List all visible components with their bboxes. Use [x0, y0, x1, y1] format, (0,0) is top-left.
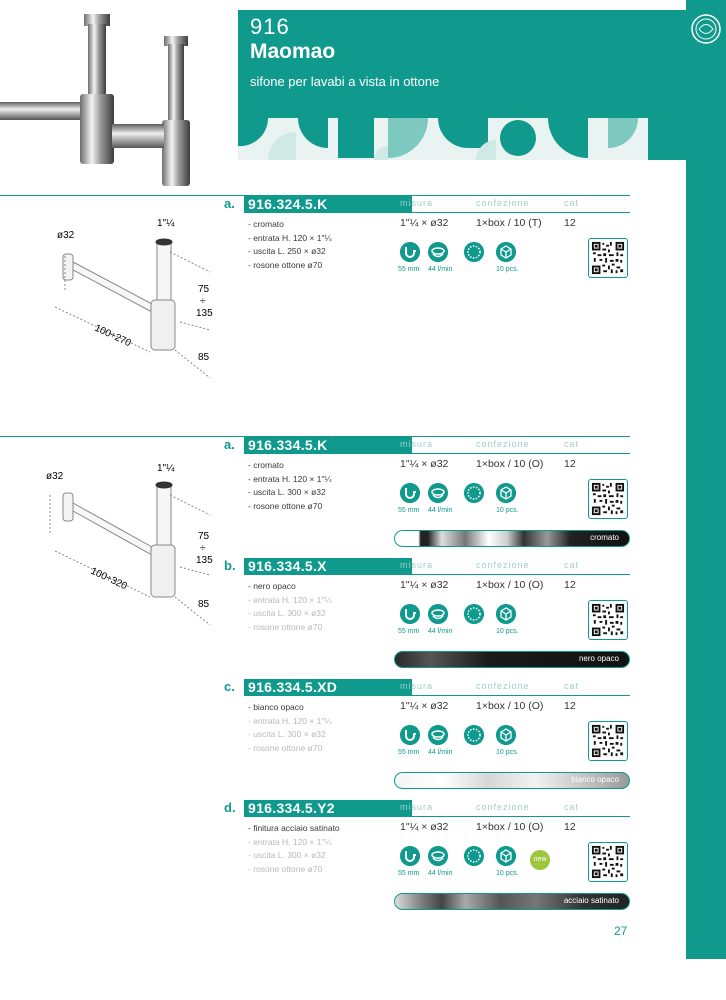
- header-rule: [412, 212, 630, 213]
- dim-range-sep: ÷: [200, 296, 206, 307]
- finish-swatch: [394, 893, 630, 910]
- spec-line: - cromato: [248, 460, 284, 470]
- spec-line: - entrata H. 120 × 1"¼: [248, 715, 332, 726]
- page-number: 27: [614, 924, 628, 938]
- spec-line: - entrata H. 120 × 1"¼: [248, 473, 332, 484]
- spec-line: - nero opaco: [248, 581, 296, 591]
- row-letter: a.: [224, 437, 235, 452]
- column-size: misura: [400, 802, 434, 812]
- dim-inlet: 1"¼: [157, 463, 175, 474]
- spec-line: - entrata H. 120 × 1"¼: [248, 594, 332, 605]
- cat-value: 12: [564, 579, 576, 591]
- spec-line: - entrata H. 120 × 1"¼: [248, 232, 332, 243]
- spec-line: - uscita L. 250 × ø32: [248, 246, 326, 256]
- size-value: 1"¼ × ø32: [400, 458, 449, 470]
- technical-drawing: [40, 455, 230, 625]
- header-rule: [412, 453, 630, 454]
- feature-icons: [400, 846, 530, 886]
- row-letter: a.: [224, 196, 235, 211]
- spec-list: [248, 822, 340, 876]
- flow-icon: [428, 483, 448, 503]
- header-code: 916: [250, 14, 290, 39]
- product-code: 916.334.5.K: [244, 437, 412, 454]
- box-icon: [496, 725, 516, 745]
- spec-line: - uscita L. 300 × ø32: [248, 729, 326, 739]
- flow-icon: [428, 725, 448, 745]
- column-size: misura: [400, 439, 434, 449]
- box-icon: [496, 483, 516, 503]
- finish-swatch-label: acciaio satinato: [563, 896, 619, 905]
- spec-line: - uscita L. 300 × ø32: [248, 487, 326, 497]
- box-icon: [496, 242, 516, 262]
- cat-value: 12: [564, 821, 576, 833]
- spec-line: - rosone ottone ø70: [248, 742, 323, 753]
- spec-line: - finitura acciaio satinato: [248, 823, 340, 833]
- cat-value: 12: [564, 217, 576, 229]
- column-pack: confezione: [476, 802, 530, 812]
- finish-swatch-label: bianco opaco: [571, 775, 619, 784]
- column-pack: confezione: [476, 439, 530, 449]
- siphon-label: 55 mm: [398, 749, 420, 756]
- rosette-icon: [464, 846, 484, 866]
- spec-line: - rosone ottone ø70: [248, 621, 323, 632]
- column-cat: cat: [564, 681, 580, 691]
- row-letter: d.: [224, 800, 236, 815]
- qr-code[interactable]: [588, 479, 628, 519]
- catalog-header: [0, 0, 686, 160]
- dim-height-min: 75: [198, 531, 210, 542]
- dim-bottom: 85: [198, 599, 210, 610]
- column-size: misura: [400, 681, 434, 691]
- qr-code[interactable]: [588, 600, 628, 640]
- column-size: misura: [400, 198, 434, 208]
- header-rule: [412, 574, 630, 575]
- new-badge: new: [530, 850, 550, 870]
- flow-label: 44 l/min: [428, 749, 453, 756]
- dim-height-min: 75: [198, 284, 210, 295]
- siphon-icon: [400, 604, 420, 624]
- flow-label: 44 l/min: [428, 870, 453, 877]
- flow-icon: [428, 846, 448, 866]
- row-letter: c.: [224, 679, 235, 694]
- qr-code[interactable]: [588, 721, 628, 761]
- rosette-icon: [464, 604, 484, 624]
- siphon-label: 55 mm: [398, 507, 420, 514]
- column-cat: cat: [564, 439, 580, 449]
- rosette-icon: [464, 725, 484, 745]
- dim-length: 100÷270: [92, 322, 133, 350]
- product-code: 916.324.5.K: [244, 196, 412, 213]
- header-rule: [412, 695, 630, 696]
- dim-bottom: 85: [198, 352, 210, 363]
- header-subtitle: sifone per lavabi a vista in ottone: [250, 74, 440, 89]
- column-cat: cat: [564, 560, 580, 570]
- dim-diameter: ø32: [57, 230, 75, 241]
- finish-swatch-label: cromato: [590, 533, 619, 542]
- spec-list: [248, 580, 332, 634]
- spec-line: - cromato: [248, 219, 284, 229]
- spec-line: - rosone ottone ø70: [248, 259, 323, 270]
- product-row: [224, 196, 630, 396]
- siphon-icon: [400, 846, 420, 866]
- spec-list: [248, 701, 332, 755]
- cat-value: 12: [564, 458, 576, 470]
- column-pack: confezione: [476, 198, 530, 208]
- flow-label: 44 l/min: [428, 507, 453, 514]
- dim-inlet: 1"¼: [157, 218, 175, 229]
- technical-drawing: [40, 212, 230, 382]
- product-row: [224, 800, 630, 1000]
- size-value: 1"¼ × ø32: [400, 821, 449, 833]
- size-value: 1"¼ × ø32: [400, 700, 449, 712]
- pack-value: 1×box / 10 (T): [476, 217, 542, 229]
- siphon-label: 55 mm: [398, 628, 420, 635]
- dim-diameter: ø32: [46, 471, 64, 482]
- flow-icon: [428, 604, 448, 624]
- header-rule: [412, 816, 630, 817]
- box-icon: [496, 846, 516, 866]
- size-value: 1"¼ × ø32: [400, 579, 449, 591]
- feature-icons: [400, 483, 530, 523]
- feature-icons: [400, 242, 530, 282]
- spec-list: [248, 459, 332, 513]
- siphon-icon: [400, 725, 420, 745]
- spec-line: - uscita L. 300 × ø32: [248, 850, 326, 860]
- decorative-pattern: [238, 100, 686, 160]
- product-code: 916.334.5.XD: [244, 679, 412, 696]
- column-pack: confezione: [476, 560, 530, 570]
- header-product-name: Maomao: [250, 40, 336, 63]
- spec-line: - rosone ottone ø70: [248, 863, 323, 874]
- flow-label: 44 l/min: [428, 266, 453, 273]
- column-cat: cat: [564, 802, 580, 812]
- rosette-icon: [464, 242, 484, 262]
- cat-value: 12: [564, 700, 576, 712]
- row-letter: b.: [224, 558, 236, 573]
- flow-label: 44 l/min: [428, 628, 453, 635]
- finish-swatch: [394, 530, 630, 547]
- siphon-icon: [400, 483, 420, 503]
- product-code: 916.334.5.X: [244, 558, 412, 575]
- column-size: misura: [400, 560, 434, 570]
- feature-icons: [400, 604, 530, 644]
- spec-line: - bianco opaco: [248, 702, 304, 712]
- box-label: 10 pcs.: [496, 628, 519, 635]
- siphon-label: 55 mm: [398, 870, 420, 877]
- pack-value: 1×box / 10 (O): [476, 821, 544, 833]
- product-code: 916.334.5.Y2: [244, 800, 412, 817]
- finish-swatch-label: nero opaco: [578, 654, 619, 663]
- brand-logo-icon: [691, 14, 721, 44]
- side-bar: [686, 0, 726, 959]
- dim-range-sep: ÷: [200, 543, 206, 554]
- box-label: 10 pcs.: [496, 870, 519, 877]
- column-pack: confezione: [476, 681, 530, 691]
- pack-value: 1×box / 10 (O): [476, 458, 544, 470]
- dim-height-max: 135: [196, 555, 213, 566]
- product-photo: [0, 10, 236, 190]
- rosette-icon: [464, 483, 484, 503]
- column-cat: cat: [564, 198, 580, 208]
- box-label: 10 pcs.: [496, 749, 519, 756]
- box-label: 10 pcs.: [496, 266, 519, 273]
- pack-value: 1×box / 10 (O): [476, 579, 544, 591]
- pack-value: 1×box / 10 (O): [476, 700, 544, 712]
- finish-swatch: [394, 651, 630, 668]
- size-value: 1"¼ × ø32: [400, 217, 449, 229]
- dim-height-max: 135: [196, 308, 213, 319]
- box-label: 10 pcs.: [496, 507, 519, 514]
- spec-list: [248, 218, 332, 272]
- spec-line: - rosone ottone ø70: [248, 500, 323, 511]
- qr-code[interactable]: [588, 238, 628, 278]
- siphon-label: 55 mm: [398, 266, 420, 273]
- flow-icon: [428, 242, 448, 262]
- box-icon: [496, 604, 516, 624]
- feature-icons: [400, 725, 530, 765]
- siphon-icon: [400, 242, 420, 262]
- qr-code[interactable]: [588, 842, 628, 882]
- finish-swatch: [394, 772, 630, 789]
- dim-length: 100÷320: [88, 565, 129, 593]
- spec-line: - entrata H. 120 × 1"¼: [248, 836, 332, 847]
- spec-line: - uscita L. 300 × ø32: [248, 608, 326, 618]
